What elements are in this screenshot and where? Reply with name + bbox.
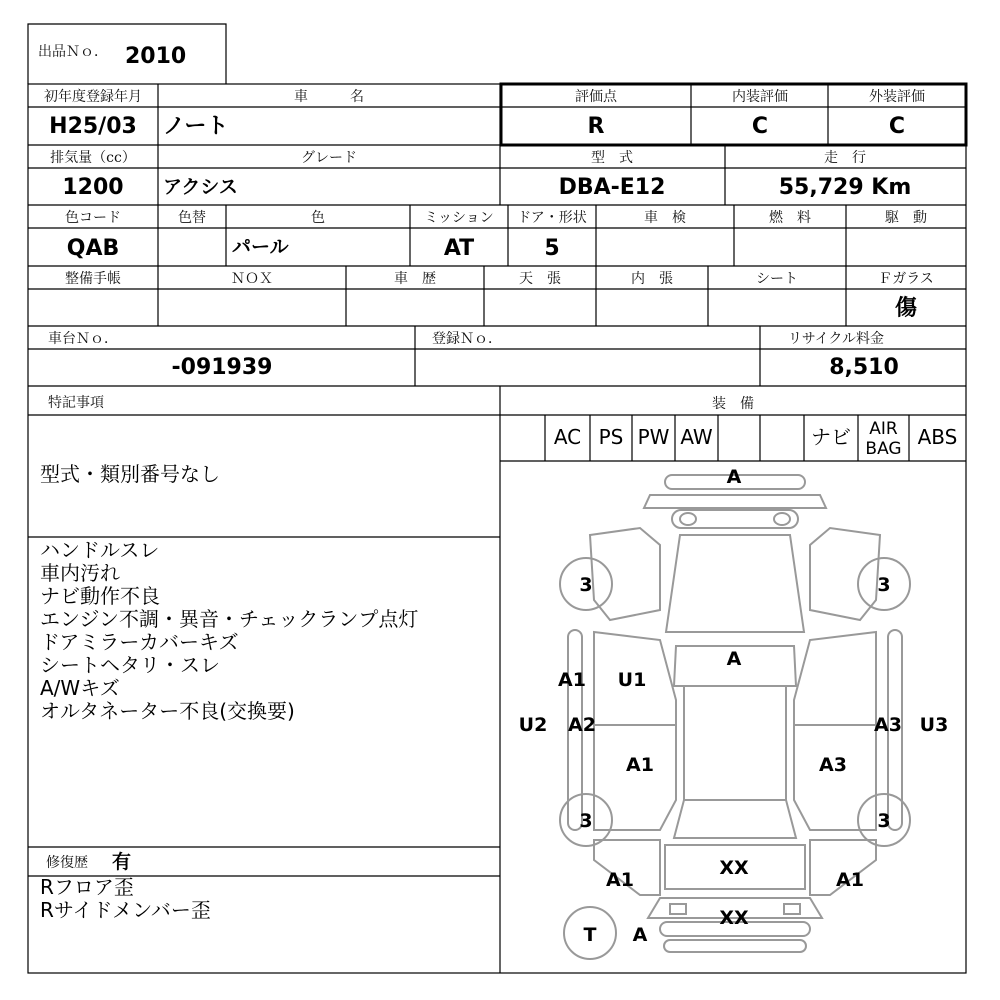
notes-first: 型式・類別番号なし <box>40 462 220 486</box>
door-shape-label: ドア・形状 <box>517 210 587 226</box>
mark-right-side-sill: U3 <box>919 714 949 736</box>
recycle-fee-label: リサイクル料金 <box>787 331 885 347</box>
mark-rear-right-tire: 3 <box>877 810 891 832</box>
repair-label: 修復歴 <box>46 855 88 871</box>
mark-rear-left-corner: A <box>632 924 648 946</box>
mark-left-front-fender: A1 <box>558 669 586 691</box>
score-value: R <box>587 114 605 139</box>
rear-glass-outline <box>674 800 796 838</box>
equipment-item: ナビ <box>811 425 851 449</box>
mark-rear-bumper: XX <box>719 907 749 929</box>
row-condition <box>28 266 966 326</box>
left-taillight-icon <box>670 904 686 914</box>
mark-left-front-door: A2 <box>568 714 596 736</box>
notes-line: ナビ動作不良 <box>40 584 160 608</box>
rear-lower-outline <box>664 940 806 952</box>
interior-value: C <box>751 114 769 139</box>
reg-no-label: 登録Ｎｏ． <box>432 331 502 347</box>
seat-label: シート <box>756 271 798 287</box>
f-glass-value: 傷 <box>894 296 918 321</box>
recycle-fee-value: 8,510 <box>829 355 899 380</box>
row-color <box>28 205 966 266</box>
mark-spare-tire: T <box>583 924 597 946</box>
mark-right-rear-door: A3 <box>819 754 847 776</box>
mark-right-front-door: A3 <box>874 714 902 736</box>
door-shape-value: 5 <box>544 236 560 261</box>
car-name-value: ノート <box>163 114 229 139</box>
notes-list <box>40 538 418 723</box>
exterior-label: 外装評価 <box>869 89 925 105</box>
grade-value: アクシス <box>163 176 238 198</box>
left-rear-door-outline <box>594 725 676 830</box>
mark-rear-gate: XX <box>719 857 749 879</box>
f-glass-label: Ｆガラス <box>878 271 934 287</box>
mark-left-side-sill: U2 <box>518 714 548 736</box>
notes-line: ハンドルスレ <box>40 538 160 562</box>
row-specs <box>28 145 966 205</box>
front-grille-outline <box>644 495 826 508</box>
fuel-label: 燃 料 <box>769 210 811 226</box>
notes-label: 特記事項 <box>48 395 104 411</box>
model-value: DBA-E12 <box>558 175 666 200</box>
roof-outline <box>684 686 786 800</box>
right-headlight-icon <box>774 513 790 525</box>
notes-line: 車内汚れ <box>40 561 120 585</box>
headliner-label: 天 張 <box>519 271 561 287</box>
transmission-value: AT <box>443 236 475 261</box>
notes-line: オルタネーター不良(交換要) <box>40 699 295 723</box>
notes-line: A/Wキズ <box>40 676 120 700</box>
equipment-item: PW <box>637 425 670 449</box>
car-name-label: 車 名 <box>294 89 364 105</box>
displacement-label: 排気量（cc） <box>50 150 136 166</box>
left-headlight-icon <box>680 513 696 525</box>
drive-label: 駆 動 <box>885 210 927 226</box>
row-basic <box>28 84 966 145</box>
chassis-no-label: 車台Ｎｏ． <box>48 331 118 347</box>
first-reg-value: H25/03 <box>49 114 137 139</box>
equipment-item: AW <box>680 425 713 449</box>
notes-line: エンジン不調・異音・チェックランプ点灯 <box>40 607 419 631</box>
color-change-label: 色替 <box>178 210 206 226</box>
nox-label: ＮＯＸ <box>231 271 273 287</box>
equipment-row <box>545 415 957 461</box>
mark-left-pillar: U1 <box>617 669 647 691</box>
mark-front-left-tire: 3 <box>579 574 593 596</box>
row-numbers <box>28 326 966 386</box>
equipment-label: 装 備 <box>712 396 754 412</box>
interior-trim-label: 内 張 <box>631 271 673 287</box>
car-diagram <box>519 466 949 959</box>
right-rear-door-outline <box>794 725 876 830</box>
interior-label: 内装評価 <box>732 89 788 105</box>
exterior-value: C <box>888 114 906 139</box>
mark-hood: A <box>726 648 742 670</box>
inspection-label: 車 検 <box>644 210 686 226</box>
equipment-item: AC <box>553 425 582 449</box>
transmission-label: ミッション <box>424 210 494 226</box>
notes-section <box>28 386 966 973</box>
displacement-value: 1200 <box>62 175 124 200</box>
color-value: パール <box>232 236 289 258</box>
lot-box <box>28 24 226 84</box>
color-label: 色 <box>311 210 325 226</box>
equipment-item: ABS <box>917 425 958 449</box>
repair-line: Rフロア歪 <box>40 875 134 899</box>
history-label: 車 歴 <box>394 271 436 287</box>
repair-line: Rサイドメンバー歪 <box>40 898 211 922</box>
color-code-label: 色コード <box>65 210 121 226</box>
equipment-item: AIR BAG <box>865 419 902 459</box>
lot-label: 出品Ｎｏ． <box>38 44 108 60</box>
grade-label: グレード <box>301 150 357 166</box>
color-code-value: QAB <box>66 236 120 261</box>
notes-line: シートヘタリ・スレ <box>40 653 220 677</box>
mark-front-bumper: A <box>726 466 742 488</box>
mark-rear-left-tire: 3 <box>579 810 593 832</box>
score-label: 評価点 <box>575 89 617 105</box>
mark-left-rear-door: A1 <box>626 754 654 776</box>
notes-line: ドアミラーカバーキズ <box>40 630 239 654</box>
mark-right-rear-quarter: A1 <box>836 869 864 891</box>
equipment-item: PS <box>598 425 624 449</box>
repair-value: 有 <box>112 851 132 873</box>
lot-number: 2010 <box>125 44 187 69</box>
chassis-no-value: -091939 <box>171 355 273 380</box>
equipment-section <box>500 395 966 461</box>
hood-outline <box>666 535 804 632</box>
first-reg-label: 初年度登録年月 <box>44 89 142 105</box>
mark-front-right-tire: 3 <box>877 574 891 596</box>
mileage-value: 55,729 Km <box>778 175 912 200</box>
right-front-door-outline <box>794 632 876 725</box>
maintenance-label: 整備手帳 <box>65 271 121 287</box>
repair-list <box>40 875 211 922</box>
model-label: 型 式 <box>591 150 633 166</box>
mark-left-rear-quarter: A1 <box>606 869 634 891</box>
mileage-label: 走 行 <box>824 150 866 166</box>
right-taillight-icon <box>784 904 800 914</box>
